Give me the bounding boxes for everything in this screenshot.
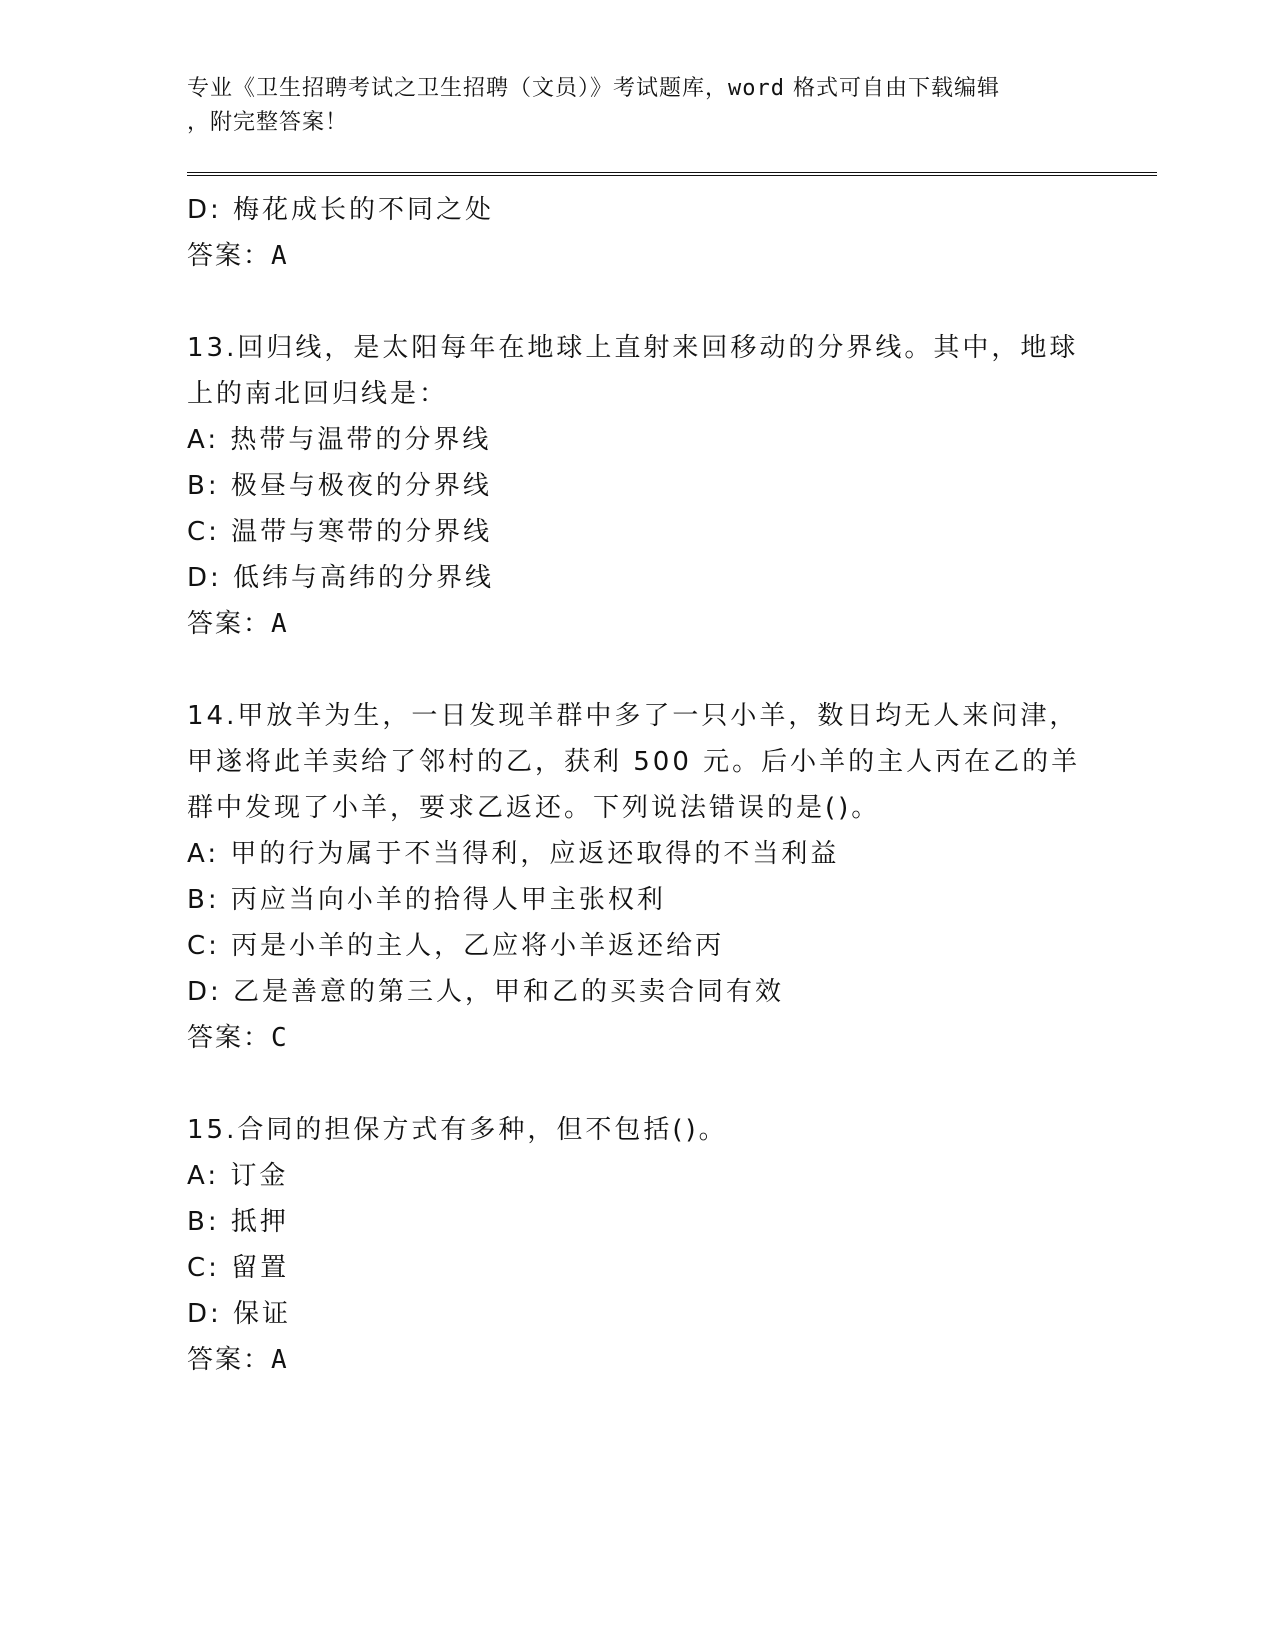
option-d: D: 保证 bbox=[187, 1299, 292, 1329]
answer-line: 答案：C bbox=[187, 1023, 289, 1053]
answer-line: 答案：A bbox=[187, 609, 289, 639]
header-text-1a: 专业《卫生招聘考试之卫生招聘（文员）》考试题库， bbox=[187, 76, 729, 101]
spacer bbox=[187, 1061, 1087, 1107]
option-d: D: 梅花成长的不同之处 bbox=[187, 195, 495, 225]
spacer bbox=[187, 647, 1087, 693]
question-stem: 群中发现了小羊，要求乙返还。下列说法错误的是()。 bbox=[187, 793, 881, 823]
option-d: D: 低纬与高纬的分界线 bbox=[187, 563, 495, 593]
question-stem: 14.甲放羊为生，一日发现羊群中多了一只小羊，数日均无人来问津， bbox=[187, 701, 1079, 731]
option-d: D: 乙是善意的第三人，甲和乙的买卖合同有效 bbox=[187, 977, 785, 1007]
option-a: A: 甲的行为属于不当得利，应返还取得的不当利益 bbox=[187, 839, 840, 869]
header-text-word: word bbox=[728, 76, 785, 101]
header-line-2: ，附完整答案！ bbox=[187, 110, 349, 135]
option-b: B: 丙应当向小羊的拾得人甲主张权利 bbox=[187, 885, 666, 915]
question-stem: 甲遂将此羊卖给了邻村的乙，获利 500 元。后小羊的主人丙在乙的羊 bbox=[187, 747, 1081, 777]
header-rule-top bbox=[187, 172, 1157, 173]
prev-question bbox=[187, 187, 1087, 279]
option-c: C: 留置 bbox=[187, 1253, 290, 1283]
question-stem: 13.回归线，是太阳每年在地球上直射来回移动的分界线。其中，地球 bbox=[187, 333, 1079, 363]
option-a: A: 热带与温带的分界线 bbox=[187, 425, 492, 455]
answer-line: 答案：A bbox=[187, 241, 289, 271]
header-line-1 bbox=[187, 72, 1067, 106]
header-text-1b: 格式可自由下载编辑 bbox=[785, 76, 1000, 101]
question-stem: 15.合同的担保方式有多种，但不包括()。 bbox=[187, 1115, 728, 1145]
question-13 bbox=[187, 325, 1087, 647]
question-15 bbox=[187, 1107, 1087, 1383]
spacer bbox=[187, 279, 1087, 325]
option-b: B: 抵押 bbox=[187, 1207, 289, 1237]
answer-line: 答案：A bbox=[187, 1345, 289, 1375]
question-stem: 上的南北回归线是： bbox=[187, 379, 449, 409]
option-c: C: 温带与寒带的分界线 bbox=[187, 517, 493, 547]
option-a: A: 订金 bbox=[187, 1161, 289, 1191]
question-14 bbox=[187, 693, 1087, 1061]
option-b: B: 极昼与极夜的分界线 bbox=[187, 471, 492, 501]
question-list bbox=[187, 187, 1087, 1383]
option-c: C: 丙是小羊的主人，乙应将小羊返还给丙 bbox=[187, 931, 725, 961]
header-rule-bottom bbox=[187, 175, 1157, 176]
document-header bbox=[187, 72, 1067, 140]
